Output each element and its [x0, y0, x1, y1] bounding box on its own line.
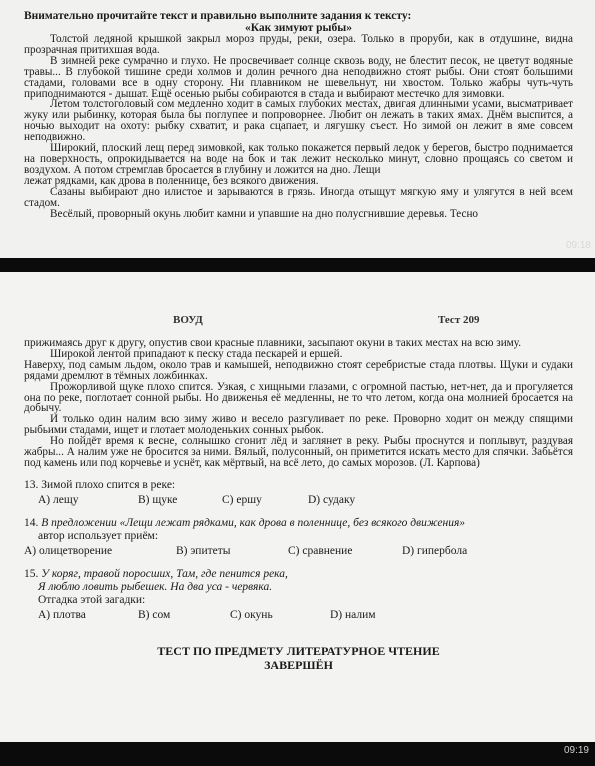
paragraph: Но пойдёт время к весне, солнышко сгонит лёд и заглянет в реку. Рыбы проснутся и поплывут, раздувая жабры... А налим уже не бросится за ними. Вялый, полусонный, он приметится искать место для спячки. Забьётся под камень или под корчевье и уснёт, как мёртвый, на всё лето, до самых морозов. (Л. Карпова) — [24, 435, 573, 469]
answer-options — [24, 545, 573, 558]
question-number: 15. — [24, 567, 39, 580]
paragraph: Весёлый, проворный окунь любит камни и упавшие на дно полусгнившие деревья. Тесно — [50, 207, 479, 220]
paragraph: И только один налим всю зиму живо и весело разгуливает по реке. Проворно ходит он между спящими рыбьими стадами, ищет и глотает молоденьких сонных рыбок. — [24, 413, 573, 437]
option-c[interactable]: С) ершу — [222, 493, 262, 506]
question-stem: 13. Зимой плохо спится в реке: — [24, 478, 176, 491]
question-15 — [24, 568, 573, 622]
answer-options — [24, 494, 573, 507]
timestamp-1: 09:18 — [565, 240, 591, 251]
paragraph: В зимней реке сумрачно и глухо. Не просвечивает солнце сквозь воду, не блестит песок, не цветут водяные травы... В глубокой тишине среди холмов и долин речного дна неподвижно стоят рыбы. Они стоят большими стадами, головами все в одну сторону. Ни плавником не шевельнут, ни хвостом. Только жабры чуть-чуть приподнимаются - дышат. Ещё осенью рыбы собираются в стада и выбирают местечко для зимовки. — [24, 54, 573, 100]
option-b[interactable]: В) эпитеты — [176, 544, 231, 557]
final-line-1: ТЕСТ ПО ПРЕДМЕТУ ЛИТЕРАТУРНОЕ ЧТЕНИЕ — [157, 643, 440, 658]
header-test-number: Тест 209 — [438, 314, 480, 326]
option-d[interactable]: D) гипербола — [402, 544, 468, 557]
option-a[interactable]: А) плотва — [38, 608, 86, 621]
paragraph: прижимаясь друг к другу, опустив свои красные плавники, засыпают окуни в таких местах на всю зиму. — [24, 337, 522, 349]
question-13 — [24, 479, 573, 507]
option-c[interactable]: С) сравнение — [288, 544, 353, 557]
story-text-part-1 — [24, 34, 573, 219]
paragraph: Летом толстоголовый сом медленно ходит в самых глубоких местах, двигая длинными усами, высматривает жуку или рыбинку, которая была бы поглупее и попроворнее. Любит он лежать в таких ямах. Днём выспится, а ночью выходит на охоту: рыбку схватит, и рака сцапает, и лягушку съест. Но зимой он лежит в яме совсем неподвижно. — [24, 98, 573, 144]
question-stem — [24, 568, 573, 581]
answer-options — [24, 609, 573, 622]
question-stem-cont: Отгадка этой загадки: — [38, 593, 146, 606]
riddle-line-2: Я люблю ловить рыбешек. На два уса - червяка. — [38, 580, 273, 593]
option-a[interactable]: А) олицетворение — [24, 544, 113, 557]
paragraph: Сазаны выбирают дно илистое и зарываются в грязь. Иногда отыщут мягкую яму и улягутся в ней всем стадом. — [24, 185, 573, 209]
paragraph: Толстой ледяной крышкой закрыл мороз пруды, реки, озера. Только в проруби, как в отдушине, видна прозрачная притихшая вода. — [24, 33, 573, 56]
question-stem — [24, 517, 573, 530]
story-title: «Как зимуют рыбы» — [244, 22, 353, 34]
story-text-part-2 — [24, 338, 573, 469]
option-b[interactable]: В) сом — [138, 608, 171, 621]
riddle-line-1: У коряг, травой поросших, Там, где пенится река, — [41, 567, 288, 580]
paragraph: Широкой лентой припадают к песку стада пескарей и ершей. — [50, 347, 343, 360]
option-b[interactable]: В) щуке — [138, 493, 178, 506]
bottom-strip — [0, 742, 595, 766]
paragraph: лежат рядками, как дрова в поленнице, без всякого движения. — [24, 174, 319, 187]
paragraph: Широкий, плоский лещ перед зимовкой, как только покажется первый ледок у берегов, быстро поднимается на поверхность, опрокидывается на воде на бок и так лежит несколько минут, словно прощаясь со светом и воздухом. А потом стремглав бросается в глубину и ложится на дно. Лещи — [24, 142, 573, 176]
question-stem-cont: автор использует приём: — [38, 529, 159, 542]
timestamp-2: 09:19 — [563, 745, 589, 756]
page-header — [0, 314, 595, 328]
test-complete-banner — [24, 644, 573, 672]
task-instruction: Внимательно прочитайте текст и правильно выполните задания к тексту: — [24, 10, 412, 22]
page-1 — [0, 0, 595, 258]
final-line-2: ЗАВЕРШЁН — [264, 657, 333, 672]
page-separator — [0, 258, 595, 272]
question-number: 14. — [24, 516, 39, 529]
option-d[interactable]: D) судаку — [308, 493, 356, 506]
question-quote: В предложении «Лещи лежат рядками, как дрова в поленнице, без всякого движения» — [41, 516, 466, 529]
header-org: ВОУД — [173, 314, 203, 326]
option-c[interactable]: С) окунь — [230, 608, 273, 621]
option-a[interactable]: А) лещу — [38, 493, 79, 506]
paragraph: Наверху, под самым льдом, около трав и камышей, неподвижно стоят серебристые стада плотвы. Щуки и судаки рядами дремлют в тёмных ложбинках. — [24, 358, 573, 382]
question-14 — [24, 517, 573, 558]
option-d[interactable]: D) налим — [330, 608, 376, 621]
paragraph: Прожорливой щуке плохо спится. Узкая, с хищными глазами, с огромной пастью, нет-нет, да и прогуляется она по реке, поглотает сонной рыбы. Но движенья её медленны, не то что летом, когда она молнией бросается на добычу. — [24, 380, 573, 415]
page-2 — [0, 272, 595, 742]
